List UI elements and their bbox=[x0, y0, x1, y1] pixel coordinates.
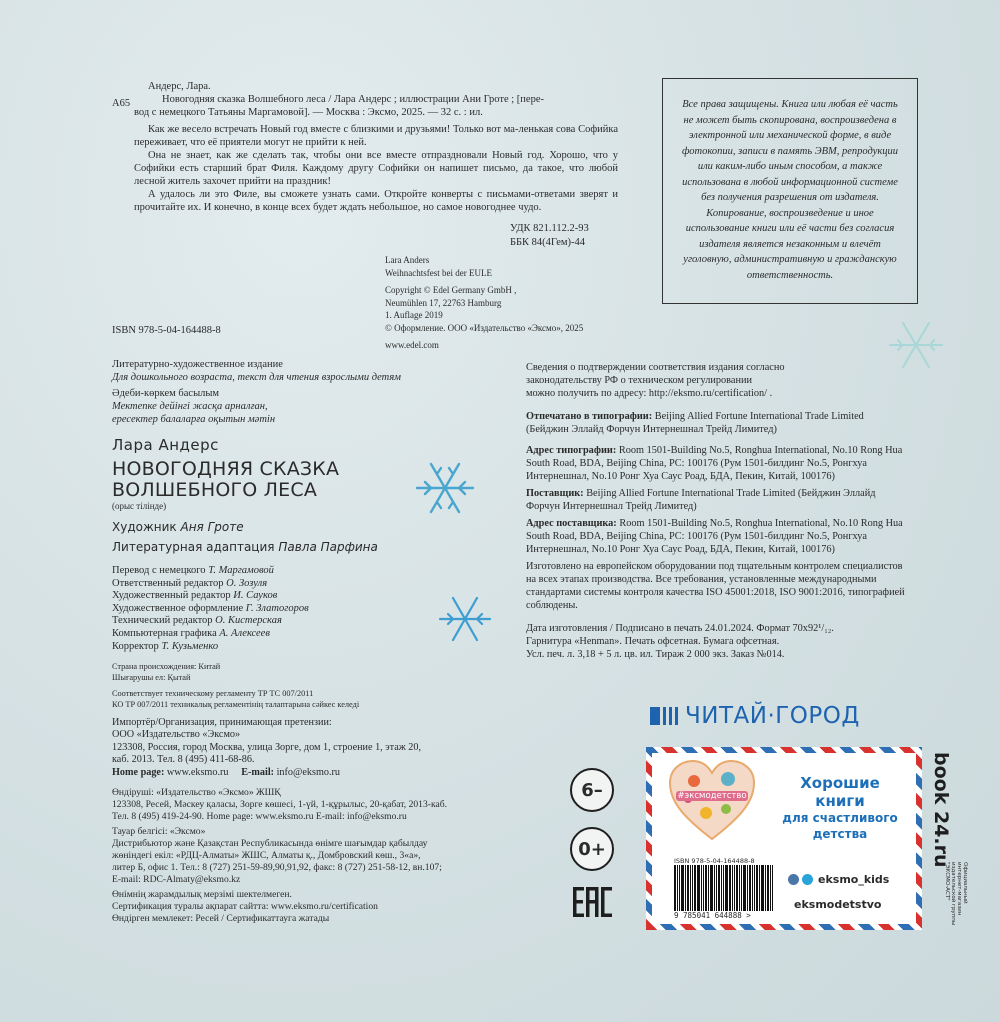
book-title-line-1: НОВОГОДНЯЯ СКАЗКА bbox=[112, 458, 340, 480]
homepage-link[interactable]: www.eksmo.ru bbox=[166, 766, 229, 778]
barcode-bar bbox=[736, 865, 738, 911]
credit-name: Г. Златогоров bbox=[245, 602, 309, 614]
credit-name: Т. Маргамовой bbox=[208, 565, 274, 576]
supplier-address bbox=[526, 517, 908, 556]
cert-line: законодательству РФ о техническом регулировании bbox=[526, 375, 752, 386]
credits-list bbox=[112, 565, 412, 653]
artist-label: Художник bbox=[112, 520, 177, 534]
credit-line bbox=[112, 628, 412, 641]
barcode-bar bbox=[732, 865, 733, 911]
barcode-bar bbox=[705, 865, 707, 911]
cert-line: Сведения о подтверждении соответствия издания согласно bbox=[526, 362, 785, 373]
chitai-gorod-text: ЧИТАЙ·ГОРОД bbox=[685, 703, 860, 729]
rights-notice-box: Все права защищены. Книга или любая её часть не может быть скопирована, воспроизведена в электронной или механической форме, в виде фотокопии, записи в память ЭВМ, репродукции или каким-либо иным способом, а также использована в любой информационной системе без получения разрешения от издателя. Копирование, воспроизведение и иное использование книги или её части без согласия издателя является незаконным и влечёт уголовную, административную и гражданскую ответственность. bbox=[662, 78, 918, 304]
barcode-bar bbox=[681, 865, 684, 911]
kz-audience-1: Мектепке дейінгі жасқа арналған, bbox=[112, 401, 268, 412]
barcode-bar bbox=[692, 865, 693, 911]
barcode-bar bbox=[716, 865, 717, 911]
origin-block bbox=[112, 662, 452, 710]
orig-edition: 1. Auflage 2019 bbox=[385, 310, 443, 320]
typeface-info: Гарнитура «Henman». Печать офсетная. Бумага офсетная. bbox=[526, 636, 780, 647]
credit-line bbox=[112, 578, 412, 591]
kz-line: Өндіруші: «Издательство «Эксмо» ЖШҚ bbox=[112, 787, 281, 798]
credit-line bbox=[112, 590, 412, 603]
adaptation-credit bbox=[112, 540, 482, 555]
annotation-para-1: Как же весело встречать Новый год вместе с близкими и друзьями! Только вот ма-ленькая сова Софийка переживает, что её приятели могут не прийти к ней. bbox=[134, 124, 618, 148]
kz-line: E-mail: RDC-Almaty@eksmo.kz bbox=[112, 873, 241, 885]
credit-role: Компьютерная графика bbox=[112, 627, 217, 639]
catalog-entry bbox=[134, 80, 618, 119]
genre: Литературно-художественное издание bbox=[112, 359, 283, 370]
credit-role: Перевод с немецкого bbox=[112, 565, 206, 576]
barcode-bar bbox=[743, 865, 746, 911]
barcode bbox=[674, 865, 782, 911]
classification-code: А65 bbox=[112, 98, 131, 109]
bbk-code: ББК 84(4Гем)-44 bbox=[510, 237, 586, 248]
supplier-name: Beijing Allied Fortune International Trade Limited (Бейджин Эллайд Форчун Интернешнал Трейд Лимитед) bbox=[526, 488, 876, 512]
adaptation-name: Павла Парфина bbox=[278, 540, 378, 554]
kz-line: Дистрибьютор және Қазақстан Республикасында өнімге шағымдар қабылдау bbox=[112, 838, 428, 850]
barcode-bar bbox=[754, 865, 755, 911]
kz-audience-2: ересектер балаларға оқытын мәтін bbox=[112, 414, 276, 425]
print-date: Дата изготовления / Подписано в печать 24.01.2024. Формат 70х92¹/₁₂. bbox=[526, 623, 834, 634]
language-note: (орыс тілінде) bbox=[112, 501, 167, 511]
barcode-bar bbox=[701, 865, 702, 911]
barcode-bar bbox=[723, 865, 724, 911]
credit-line bbox=[112, 565, 412, 578]
kz-line: Сертификация туралы ақпарат сайтта: www.eksmo.ru/certification bbox=[112, 901, 378, 913]
book24-note: Официальный интернет-магазин издательской группы "ЭКСМО-АСТ" bbox=[944, 862, 968, 926]
sticker-slogan bbox=[770, 774, 910, 842]
barcode-bar bbox=[759, 865, 760, 911]
importer-block bbox=[112, 717, 512, 779]
kz-line: литер Б, офис 1. Тел.: 8 (727) 251-59-89,90,91,92, факс: 8 (727) 251-58-12, вн.107; bbox=[112, 861, 442, 873]
supplier-address-label: Адрес поставщика: bbox=[526, 518, 617, 529]
book24-text: book 24.ru bbox=[930, 752, 952, 868]
barcode-bar bbox=[687, 865, 689, 911]
kz-manufacturer-block bbox=[112, 787, 512, 925]
barcode-bar bbox=[752, 865, 753, 911]
audience: Для дошкольного возраста, текст для чтения взрослыми детям bbox=[112, 372, 401, 383]
barcode-isbn: ISBN 978-5-04-164488-8 bbox=[674, 857, 755, 865]
tech-regulation: Соответствует техническому регламенту ТР ТС 007/2011 bbox=[112, 689, 314, 698]
origin-country-kz: Шығарушы ел: Қытай bbox=[112, 672, 191, 682]
barcode-bar bbox=[729, 865, 731, 911]
snowflake-icon bbox=[434, 590, 496, 648]
credit-role: Технический редактор bbox=[112, 615, 213, 627]
sticker-site: eksmodetstvo bbox=[794, 898, 882, 911]
print-run: Усл. печ. л. 3,18 + 5 л. цв. ил. Тираж 2 000 экз. Заказ №014. bbox=[526, 649, 785, 660]
printer-address-value: Room 1501-Building No.5, Ronghua International, No.10 Rong Hua South Road, BDA, Beijing China, PC: 100176 (Рум 1501-билдинг No.5, Ронгхуа Интернешнал, No.10 Ронг Хуа Саус Роад, БДА, Пекин, Китай, 100176) bbox=[526, 445, 903, 482]
equipment-note: Изготовлено на европейском оборудовании под тщательным контролем специалистов на всех этапах производства. Все требования, установленные международными стандартами системы контроля качества ISO 45001:2018, ISO 9001:2016, типографией соблюдены. bbox=[526, 561, 905, 611]
credit-name: О. Кистерская bbox=[215, 615, 282, 627]
origin-country: Страна происхождения: Китай bbox=[112, 662, 221, 671]
age-rating-0: 0+ bbox=[570, 827, 614, 871]
barcode-bar bbox=[708, 865, 709, 911]
slogan-line: детства bbox=[812, 827, 868, 841]
barcode-bar bbox=[714, 865, 715, 911]
orig-website: www.edel.com bbox=[385, 340, 439, 350]
annotation bbox=[134, 123, 618, 214]
orig-title: Weihnachtsfest bei der EULE bbox=[385, 267, 492, 278]
barcode-bar bbox=[674, 865, 676, 911]
barcode-bar bbox=[747, 865, 748, 911]
kz-genre: Әдеби-көркем басылым bbox=[112, 388, 220, 399]
credit-role: Корректор bbox=[112, 640, 159, 652]
supplier-label: Поставщик: bbox=[526, 488, 584, 499]
barcode-bar bbox=[761, 865, 764, 911]
printer-address bbox=[526, 444, 908, 483]
social-handle: eksmo_kids bbox=[818, 873, 890, 886]
barcode-bar bbox=[749, 865, 751, 911]
barcode-bar bbox=[739, 865, 740, 911]
printer-address-label: Адрес типографии: bbox=[526, 445, 617, 456]
printing-info bbox=[526, 361, 908, 661]
barcode-bar bbox=[772, 865, 773, 911]
supplier-address-value: Room 1501-Building No.5, Ronghua International, No.10 Rong Hua South Road, BDA, Beijing China, PC: 100176 (Рум 1501-билдинг No.5, Ронгхуа Интернешнал, No.10 Ронг Хуа Саус Роад, БДА, Пекин, Китай, 100176) bbox=[526, 518, 903, 555]
book-title-line-2: ВОЛШЕБНОГО ЛЕСА bbox=[112, 479, 318, 501]
orig-address: Neumühlen 17, 22763 Hamburg bbox=[385, 297, 502, 308]
barcode-bar bbox=[756, 865, 758, 911]
design-copyright: © Оформление. ООО «Издательство «Эксмо», 2025 bbox=[385, 322, 584, 333]
email-link[interactable]: info@eksmo.ru bbox=[276, 766, 341, 778]
kz-line: 123308, Ресей, Мәскеу қаласы, Зорге көшесі, 1-үй, 1-құрылыс, 20-қабат, 2013-каб. bbox=[112, 798, 448, 810]
credit-line bbox=[112, 615, 412, 628]
age-rating-6: 6– bbox=[570, 768, 614, 812]
barcode-bar bbox=[718, 865, 720, 911]
barcode-bar bbox=[685, 865, 686, 911]
slogan-line: для счастливого bbox=[782, 811, 898, 825]
credit-name: И. Сауков bbox=[233, 590, 278, 602]
importer-phone: каб. 2013. Тел. 8 (495) 411-68-86. bbox=[112, 754, 255, 766]
eksmo-kids-sticker bbox=[646, 747, 922, 930]
vk-icon bbox=[788, 874, 799, 885]
supplier-info bbox=[526, 487, 908, 513]
social-row bbox=[788, 873, 889, 886]
slogan-line: Хорошие bbox=[800, 774, 880, 792]
email-label: E-mail: bbox=[241, 766, 275, 778]
title-block bbox=[112, 358, 482, 555]
barcode-bar bbox=[697, 865, 700, 911]
barcode-area bbox=[674, 857, 782, 920]
printer-label: Отпечатано в типографии: bbox=[526, 411, 653, 422]
orig-copyright: Copyright © Edel Germany GmbH , bbox=[385, 285, 517, 295]
cert-line: можно получить по адресу: http://eksmo.ru/certification/ . bbox=[526, 388, 773, 399]
barcode-bar bbox=[677, 865, 678, 911]
barcode-bar bbox=[770, 865, 771, 911]
kz-line: жөніндегі екіл: «РДЦ-Алматы» ЖШС, Алматы қ., Домбровский көш., 3«а», bbox=[112, 849, 421, 861]
chitai-gorod-mark-icon bbox=[650, 705, 682, 727]
isbn: ISBN 978-5-04-164488-8 bbox=[112, 325, 221, 336]
barcode-bar bbox=[734, 865, 735, 911]
barcode-bar bbox=[710, 865, 713, 911]
artist-name: Аня Гроте bbox=[180, 520, 244, 534]
barcode-bar bbox=[767, 865, 769, 911]
barcode-bar bbox=[690, 865, 691, 911]
heart-icon bbox=[666, 759, 758, 843]
kz-line: Тел. 8 (495) 419-24-90. Home page: www.eksmo.ru E-mail: info@eksmo.ru bbox=[112, 810, 407, 822]
annotation-para-2: Она не знает, как же сделать так, чтобы они все вместе отпраздновали Новый год. Хорошо, что у Софийки есть старший брат Филя. Каждому другу Софийки он напишет письмо, да такое, что любой лесной житель захочет прийти на праздник! bbox=[134, 150, 618, 187]
credit-name: Т. Кузьменко bbox=[161, 640, 219, 652]
catalog-line-2: вод с немецкого Татьяны Маргамовой]. — Москва : Эксмо, 2025. — 32 с. : ил. bbox=[134, 107, 483, 118]
credit-name: О. Зозуля bbox=[226, 577, 268, 589]
adaptation-label: Литературная адаптация bbox=[112, 540, 275, 554]
barcode-digits: 9 785041 644888 > bbox=[674, 911, 751, 920]
credit-name: А. Алексеев bbox=[219, 627, 270, 639]
homepage-label: Home page: bbox=[112, 766, 165, 778]
book24-logo bbox=[928, 752, 958, 868]
importer-address: 123308, Россия, город Москва, улица Зорге, дом 1, строение 1, этаж 20, bbox=[112, 741, 422, 753]
barcode-bar bbox=[765, 865, 766, 911]
barcode-bar bbox=[694, 865, 696, 911]
credit-line bbox=[112, 603, 412, 616]
printer-name: Beijing Allied Fortune International Trade Limited (Бейджин Эллайд Форчун Интернешнал Трейд Лимитед) bbox=[526, 411, 864, 435]
credit-role: Ответственный редактор bbox=[112, 577, 224, 589]
chitai-gorod-logo bbox=[650, 703, 860, 729]
credit-line bbox=[112, 641, 412, 654]
udk-code: УДК 821.112.2-93 bbox=[510, 223, 589, 234]
catalog-author: Андерс, Лара. bbox=[148, 81, 211, 92]
kz-line: Тауар белгісі: «Эксмо» bbox=[112, 826, 206, 838]
kz-line: Өндірген мемлекет: Ресей / Сертификаттауга жатады bbox=[112, 912, 330, 924]
original-edition bbox=[385, 254, 645, 352]
barcode-bar bbox=[741, 865, 742, 911]
eac-mark-icon bbox=[573, 887, 613, 917]
telegram-icon bbox=[802, 874, 813, 885]
artist-credit bbox=[112, 520, 482, 535]
importer-label: Импортёр/Организация, принимающая претензии: bbox=[112, 717, 332, 728]
printer-info bbox=[526, 410, 908, 436]
book24-note-wrap bbox=[944, 862, 972, 942]
barcode-bar bbox=[725, 865, 728, 911]
tech-regulation-kz: КО ТР 007/2011 техникалық регламентінің талаптарына сәйкес келеді bbox=[112, 699, 360, 709]
credit-role: Художественное оформление bbox=[112, 602, 244, 614]
kz-line: Өнімнің жарамдылық мерзімі шектелмеген. bbox=[112, 889, 292, 901]
author-name: Лара Андерс bbox=[112, 436, 219, 454]
barcode-bar bbox=[679, 865, 680, 911]
barcode-bar bbox=[703, 865, 704, 911]
catalog-line-1: Новогодняя сказка Волшебного леса / Лара Андерс ; иллюстрации Ани Гроте ; [пере- bbox=[162, 94, 544, 105]
credit-role: Художественный редактор bbox=[112, 590, 231, 602]
importer-name: ООО «Издательство «Эксмо» bbox=[112, 729, 241, 741]
annotation-para-3: А удалось ли это Филе, вы сможете узнать сами. Откройте конверты с письмами-ответами зверят и прочитайте их. И конечно, в конце всех будет ждать небольшое, но самое новогоднее чудо. bbox=[134, 189, 618, 213]
orig-author: Lara Anders bbox=[385, 255, 430, 265]
heart-tag: #эксмодетство bbox=[677, 791, 747, 801]
importer-contacts bbox=[112, 767, 512, 779]
barcode-bar bbox=[721, 865, 722, 911]
slogan-line: книги bbox=[815, 792, 865, 810]
